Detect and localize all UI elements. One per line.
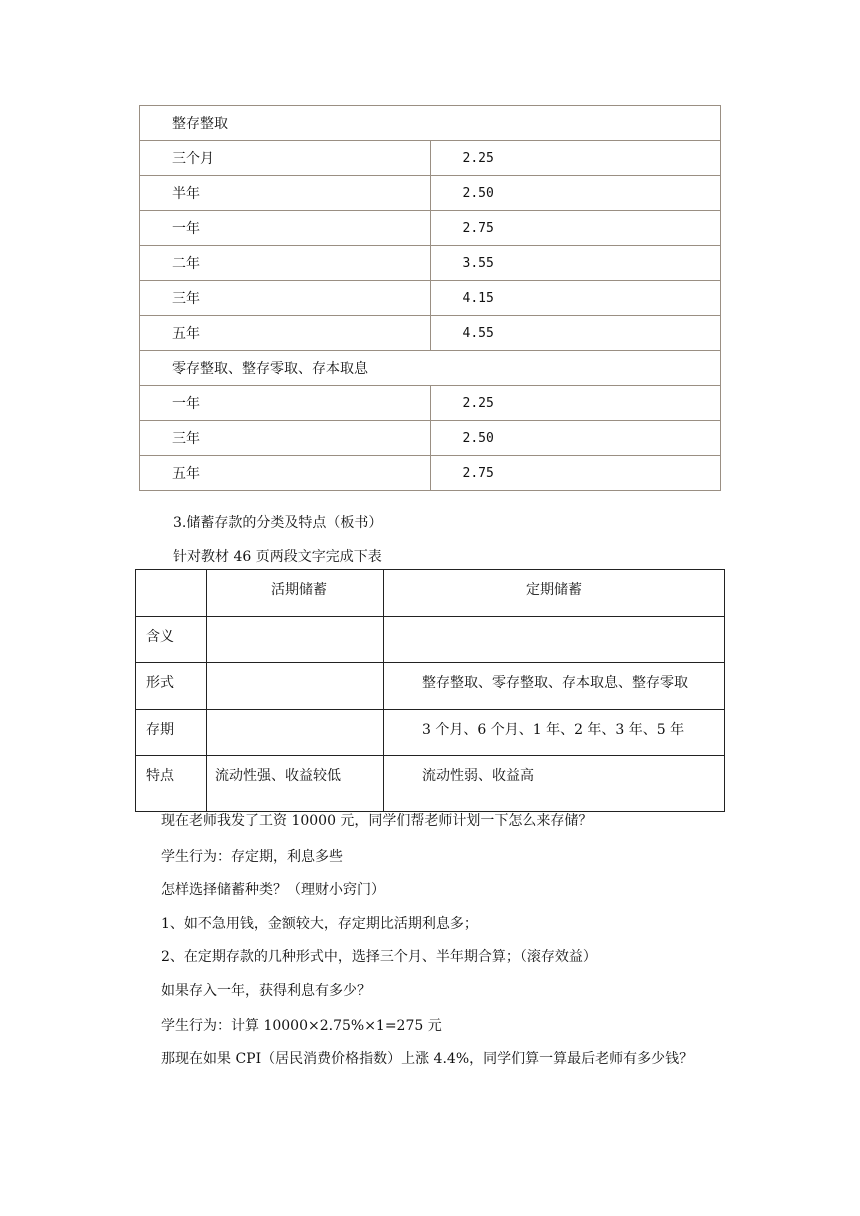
row-label: 特点: [136, 756, 207, 812]
rate-cell: 4.55: [430, 316, 721, 351]
header-cell-empty: [136, 570, 207, 617]
rate-cell: 2.50: [430, 176, 721, 211]
term-cell: 三个月: [140, 141, 431, 176]
paragraph: 学生行为：存定期，利息多些: [161, 849, 343, 865]
rate-cell: 2.75: [430, 211, 721, 246]
term-cell: 半年: [140, 176, 431, 211]
savings-category-table: [135, 569, 725, 812]
current-cell: [207, 617, 384, 663]
current-cell: 流动性强、收益较低: [207, 756, 384, 812]
term-cell: 三年: [140, 281, 431, 316]
table-row: [136, 756, 725, 812]
header-cell-current: 活期储蓄: [207, 570, 384, 617]
rate-cell: 2.25: [430, 386, 721, 421]
term-cell: 二年: [140, 246, 431, 281]
table-row: [140, 141, 721, 176]
term-cell: 五年: [140, 316, 431, 351]
section-title: 整存整取: [140, 106, 721, 141]
paragraph: 那现在如果 CPI（居民消费价格指数）上涨 4.4%，同学们算一算最后老师有多少钱？: [161, 1051, 694, 1067]
table-row: [140, 316, 721, 351]
paragraph: 现在老师我发了工资 10000 元，同学们帮老师计划一下怎么来存储？: [161, 813, 593, 829]
interest-rate-table: [139, 105, 721, 491]
term-cell: 一年: [140, 386, 431, 421]
fixed-cell: 整存整取、零存整取、存本取息、整存零取: [384, 663, 725, 710]
paragraph: 如果存入一年，获得利息有多少？: [161, 983, 371, 999]
section-header-row: [140, 106, 721, 141]
instruction-text: 针对教材 46 页两段文字完成下表: [173, 549, 382, 565]
paragraph: 2、在定期存款的几种形式中，选择三个月、半年期合算；（滚存效益）: [161, 949, 597, 965]
row-label: 形式: [136, 663, 207, 710]
table-row: [140, 386, 721, 421]
fixed-cell: [384, 617, 725, 663]
section-heading: 3.储蓄存款的分类及特点（板书）: [173, 515, 383, 531]
header-cell-fixed: 定期储蓄: [384, 570, 725, 617]
header-row: [136, 570, 725, 617]
term-cell: 三年: [140, 421, 431, 456]
term-cell: 一年: [140, 211, 431, 246]
table-row: [140, 246, 721, 281]
rate-cell: 4.15: [430, 281, 721, 316]
section-title: 零存整取、整存零取、存本取息: [140, 351, 721, 386]
fixed-cell: 3 个月、6 个月、1 年、2 年、3 年、5 年: [384, 710, 725, 756]
rate-cell: 2.75: [430, 456, 721, 491]
row-label: 含义: [136, 617, 207, 663]
row-label: 存期: [136, 710, 207, 756]
current-cell: [207, 663, 384, 710]
table-row: [136, 617, 725, 663]
section-header-row: [140, 351, 721, 386]
current-cell: [207, 710, 384, 756]
table-row: [140, 176, 721, 211]
fixed-cell: 流动性弱、收益高: [384, 756, 725, 812]
table-row: [140, 456, 721, 491]
paragraph: 学生行为：计算 10000×2.75%×1=275 元: [161, 1018, 442, 1034]
table-row: [136, 663, 725, 710]
term-cell: 五年: [140, 456, 431, 491]
rate-cell: 3.55: [430, 246, 721, 281]
table-row: [140, 211, 721, 246]
paragraph: 1、如不急用钱，金额较大，存定期比活期利息多；: [161, 916, 478, 932]
table-row: [136, 710, 725, 756]
paragraph: 怎样选择储蓄种类？（理财小窍门）: [161, 882, 385, 898]
table-row: [140, 421, 721, 456]
table-row: [140, 281, 721, 316]
rate-cell: 2.50: [430, 421, 721, 456]
rate-cell: 2.25: [430, 141, 721, 176]
